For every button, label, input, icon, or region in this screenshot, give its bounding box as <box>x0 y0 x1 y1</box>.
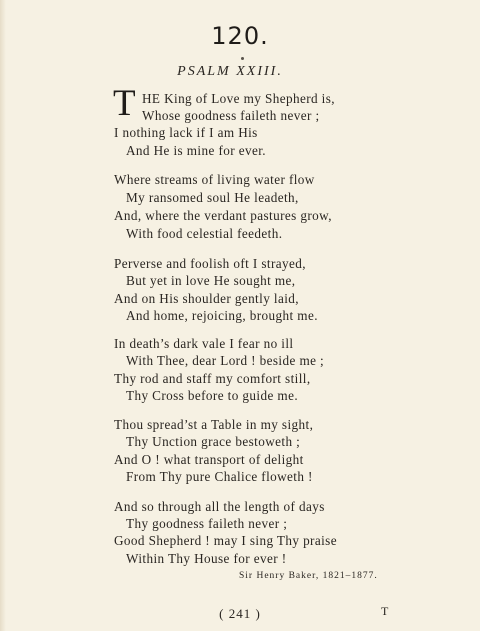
verse-1-line-4: And He is mine for ever. <box>126 143 266 158</box>
verse-3-line-3: And on His shoulder gently laid, <box>114 291 299 306</box>
verse-5-line-2: Thy Unction grace bestoweth ; <box>126 434 301 449</box>
page-number: ( 241 ) <box>219 606 261 621</box>
verse-3-line-1: Perverse and foolish oft I strayed, <box>114 256 306 271</box>
verse-1-line-1: HE King of Love my Shepherd is, <box>142 91 335 106</box>
verse-1-line-3: I nothing lack if I am His <box>114 125 258 140</box>
author-attribution: Sir Henry Baker, 1821–1877. <box>239 571 378 581</box>
drop-cap: T <box>113 83 136 124</box>
verse-5-line-4: From Thy pure Chalice floweth ! <box>126 469 313 484</box>
verse-5-line-3: And O ! what transport of delight <box>114 452 304 467</box>
verse-6-line-3: Good Shepherd ! may I sing Thy praise <box>114 533 337 548</box>
verse-4-line-2: With Thee, dear Lord ! beside me ; <box>126 353 325 368</box>
verse-4-line-1: In death’s dark vale I fear no ill <box>114 336 294 351</box>
verse-3-line-2: But yet in love He sought me, <box>126 273 296 288</box>
page-edge <box>0 0 6 631</box>
verse-6-line-1: And so through all the length of days <box>114 499 325 514</box>
verse-4-line-4: Thy Cross before to guide me. <box>126 388 299 403</box>
hymn-number: 120. <box>211 22 269 50</box>
verse-4-line-3: Thy rod and staff my comfort still, <box>114 371 311 386</box>
verse-3-line-4: And home, rejoicing, brought me. <box>126 308 318 323</box>
signature-mark: T <box>381 604 389 618</box>
verse-6-line-2: Thy goodness faileth never ; <box>126 516 288 531</box>
verse-5-line-1: Thou spread’st a Table in my sight, <box>114 417 314 432</box>
verse-2-line-1: Where streams of living water flow <box>114 172 315 187</box>
verse-2-line-4: With food celestial feedeth. <box>126 226 283 241</box>
verse-1-line-2: Whose goodness faileth never ; <box>142 108 320 123</box>
psalm-title: PSALM XXIII. <box>177 64 283 79</box>
verse-2-line-2: My ransomed soul He leadeth, <box>126 190 299 205</box>
verse-2-line-3: And, where the verdant pastures grow, <box>114 208 332 223</box>
ornament-dot <box>241 57 244 60</box>
verse-6-line-4: Within Thy House for ever ! <box>126 551 287 566</box>
